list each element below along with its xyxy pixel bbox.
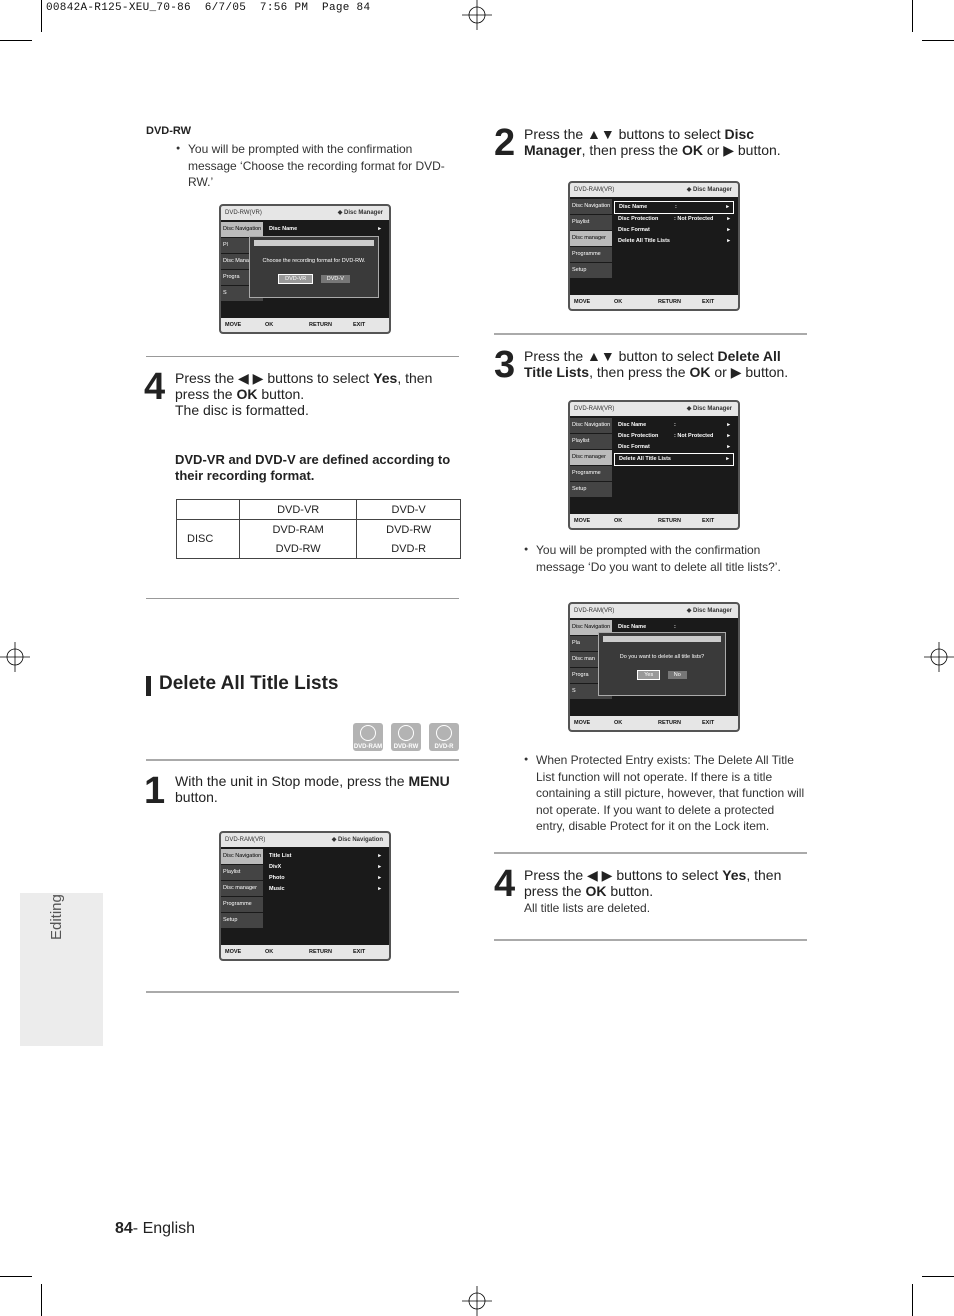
step-number: 1 bbox=[144, 770, 166, 812]
step2-text: Press the ▲▼ buttons to select Disc Manager, then press the OK or ▶ button. bbox=[524, 126, 781, 158]
dialog-text: Do you want to delete all title lists? bbox=[619, 654, 705, 660]
screen-delete-selected bbox=[568, 400, 740, 530]
return-hint: RETURN bbox=[658, 518, 681, 524]
crop-mark bbox=[922, 1276, 954, 1277]
dvd-ram-icon: DVD-RAM bbox=[353, 723, 383, 751]
step-number: 3 bbox=[494, 344, 516, 386]
dvdrw-bullet: ● You will be prompted with the confirmation message ‘Choose the recording format for DVD- RW.’ bbox=[188, 141, 448, 191]
table-cell: DVD-RAM bbox=[240, 520, 357, 540]
divider bbox=[494, 939, 807, 941]
format-definition-note: DVD-VR and DVD-V are defined according to their recording format. bbox=[175, 452, 451, 483]
step-number: 4 bbox=[494, 863, 516, 905]
side-item: Disc manager bbox=[570, 450, 612, 465]
exit-hint: EXIT bbox=[702, 720, 715, 726]
step4-result: All title lists are deleted. bbox=[524, 901, 651, 915]
registration-mark bbox=[462, 1286, 492, 1316]
divider bbox=[494, 333, 807, 335]
side-item: Disc Navigation bbox=[570, 418, 612, 433]
crop-mark bbox=[912, 1284, 913, 1316]
screen-mode: DVD-RAM(VR) bbox=[574, 187, 615, 193]
menu-row: Photo ▸ bbox=[269, 875, 381, 881]
move-hint: MOVE bbox=[574, 518, 591, 524]
menu-row: Delete All Title Lists ▸ bbox=[618, 238, 730, 244]
side-item: Disc manager bbox=[221, 881, 263, 896]
side-item: Disc Navigation bbox=[570, 620, 612, 635]
dvd-rw-icon: DVD-RW bbox=[391, 723, 421, 751]
side-item: Disc Mana bbox=[221, 254, 263, 269]
return-hint: RETURN bbox=[658, 720, 681, 726]
screen-menu-title: ◆ Disc Manager bbox=[686, 187, 732, 193]
screen-menu-title: ◆ Disc Manager bbox=[686, 608, 732, 614]
side-item: Programme bbox=[570, 466, 612, 481]
side-item: Disc manager bbox=[570, 231, 612, 246]
crop-mark bbox=[912, 0, 913, 32]
side-item: Progra bbox=[221, 270, 263, 285]
move-hint: MOVE bbox=[225, 949, 242, 955]
divider bbox=[146, 598, 459, 599]
side-item: Progra bbox=[570, 668, 612, 683]
screen-mode: DVD-RAM(VR) bbox=[574, 406, 615, 412]
protected-bullet: ● When Protected Entry exists: The Delete All Title List function will not operate. If there is a title containing a still picture, however, that function will not operate. If you want to delete a protected entry, disable Protect for it on the Lock item. bbox=[536, 752, 806, 835]
ok-hint: OK bbox=[614, 518, 623, 524]
step-number: 2 bbox=[494, 122, 516, 164]
step4-right-text: Press the ◀ ▶ buttons to select Yes, then press the OK button. bbox=[524, 867, 782, 899]
crop-mark bbox=[922, 40, 954, 41]
side-item: Disc man bbox=[570, 652, 612, 667]
exit-hint: EXIT bbox=[702, 518, 715, 524]
confirm-bullet: ● You will be prompted with the confirmation message ‘Do you want to delete all title lists?’. bbox=[536, 542, 804, 575]
exit-hint: EXIT bbox=[353, 949, 366, 955]
section-title: Delete All Title Lists bbox=[159, 673, 339, 694]
step3-text: Press the ▲▼ button to select Delete All Title Lists, then press the OK or ▶ button. bbox=[524, 348, 789, 380]
side-item: Setup bbox=[221, 913, 263, 928]
exit-hint: EXIT bbox=[353, 322, 366, 328]
crop-mark bbox=[0, 1276, 32, 1277]
dvd-vr-button[interactable]: DVD-VR bbox=[278, 274, 313, 284]
divider bbox=[146, 759, 459, 761]
table-header: DVD-VR bbox=[240, 500, 357, 520]
divider bbox=[494, 852, 807, 854]
screen-sidebar bbox=[570, 199, 612, 293]
step-number: 4 bbox=[144, 366, 166, 408]
table-cell: DVD-RW bbox=[357, 520, 461, 540]
screen-mode: DVD-RW(VR) bbox=[225, 210, 262, 216]
screen-sidebar bbox=[221, 849, 263, 943]
menu-row: Title List ▸ bbox=[269, 853, 381, 859]
screen-menu-title: ◆ Disc Manager bbox=[337, 210, 383, 216]
menu-row: DivX ▸ bbox=[269, 864, 381, 870]
screen-menu-title: ◆ Disc Navigation bbox=[331, 837, 383, 843]
step1-text: With the unit in Stop mode, press the MENU button. bbox=[175, 773, 450, 805]
table-cell: DVD-R bbox=[357, 539, 461, 559]
no-button[interactable]: No bbox=[668, 671, 687, 679]
yes-button[interactable]: Yes bbox=[637, 670, 660, 680]
side-item: Pla bbox=[570, 636, 612, 651]
registration-mark bbox=[924, 642, 954, 672]
side-item: S bbox=[570, 684, 612, 699]
side-item: Playlist bbox=[570, 434, 612, 449]
side-tab-label: Editing bbox=[48, 894, 65, 940]
side-item: Pl bbox=[221, 238, 263, 253]
side-item: Playlist bbox=[570, 215, 612, 230]
screen-disc-navigation bbox=[219, 831, 391, 961]
side-item: Setup bbox=[570, 482, 612, 497]
registration-mark bbox=[462, 0, 492, 30]
delete-dialog bbox=[598, 632, 726, 696]
screen-mode: DVD-RAM(VR) bbox=[574, 608, 615, 614]
screen-sidebar bbox=[570, 418, 612, 512]
ok-hint: OK bbox=[265, 949, 274, 955]
ok-hint: OK bbox=[265, 322, 274, 328]
divider bbox=[146, 356, 459, 357]
move-hint: MOVE bbox=[574, 720, 591, 726]
menu-row: Disc Name : ▸ bbox=[618, 422, 730, 428]
side-item: Programme bbox=[570, 247, 612, 262]
side-item: Playlist bbox=[221, 865, 263, 880]
side-item: Disc Navigation bbox=[221, 849, 263, 864]
screen-menu-title: ◆ Disc Manager bbox=[686, 406, 732, 412]
dvdrw-label: DVD-RW bbox=[146, 125, 192, 137]
menu-row: Disc Protection : Not Protected ▸ bbox=[618, 216, 730, 222]
table-row-label: DISC bbox=[177, 520, 240, 559]
table-cell: DVD-RW bbox=[240, 539, 357, 559]
side-item: Disc Navigation bbox=[221, 222, 263, 237]
format-table bbox=[176, 499, 461, 559]
side-item: Setup bbox=[570, 263, 612, 278]
menu-row: Disc Format ▸ bbox=[618, 444, 730, 450]
menu-row: Disc Format ▸ bbox=[618, 227, 730, 233]
divider bbox=[146, 991, 459, 993]
return-hint: RETURN bbox=[309, 322, 332, 328]
menu-row: Disc Name : ▸ bbox=[614, 201, 734, 214]
ok-hint: OK bbox=[614, 299, 623, 305]
screen-format-dialog bbox=[219, 204, 391, 334]
ok-hint: OK bbox=[614, 720, 623, 726]
page-number: 84- English bbox=[115, 1220, 196, 1237]
menu-row: Disc Protection : Not Protected ▸ bbox=[618, 433, 730, 439]
registration-mark bbox=[0, 642, 30, 672]
menu-row: Disc Name : bbox=[618, 624, 676, 630]
print-header: 00842A-R125-XEU_70-86 6/7/05 7:56 PM Page 84 bbox=[46, 2, 371, 14]
crop-mark bbox=[0, 40, 32, 41]
menu-row: Disc Name ▸ bbox=[269, 226, 381, 232]
side-item: Disc Navigation bbox=[570, 199, 612, 214]
menu-row: Delete All Title Lists ▸ bbox=[614, 453, 734, 466]
crop-mark bbox=[41, 1284, 42, 1316]
crop-mark bbox=[41, 0, 42, 32]
screen-delete-confirm bbox=[568, 602, 740, 732]
exit-hint: EXIT bbox=[702, 299, 715, 305]
move-hint: MOVE bbox=[574, 299, 591, 305]
format-dialog bbox=[249, 236, 379, 298]
menu-row: Music ▸ bbox=[269, 886, 381, 892]
return-hint: RETURN bbox=[309, 949, 332, 955]
side-item: Programme bbox=[221, 897, 263, 912]
table-header: DVD-V bbox=[357, 500, 461, 520]
dvd-r-icon: DVD-R bbox=[429, 723, 459, 751]
screen-mode: DVD-RAM(VR) bbox=[225, 837, 266, 843]
step4-text: Press the ◀ ▶ buttons to select Yes, then press the OK button. The disc is formatted. bbox=[175, 370, 433, 418]
move-hint: MOVE bbox=[225, 322, 242, 328]
screen-disc-manager bbox=[568, 181, 740, 311]
title-bar-accent bbox=[146, 676, 151, 696]
dvd-v-button[interactable]: DVD-V bbox=[321, 275, 350, 283]
return-hint: RETURN bbox=[658, 299, 681, 305]
dialog-text: Choose the recording format for DVD-RW. bbox=[262, 258, 366, 264]
side-item: S bbox=[221, 286, 263, 301]
